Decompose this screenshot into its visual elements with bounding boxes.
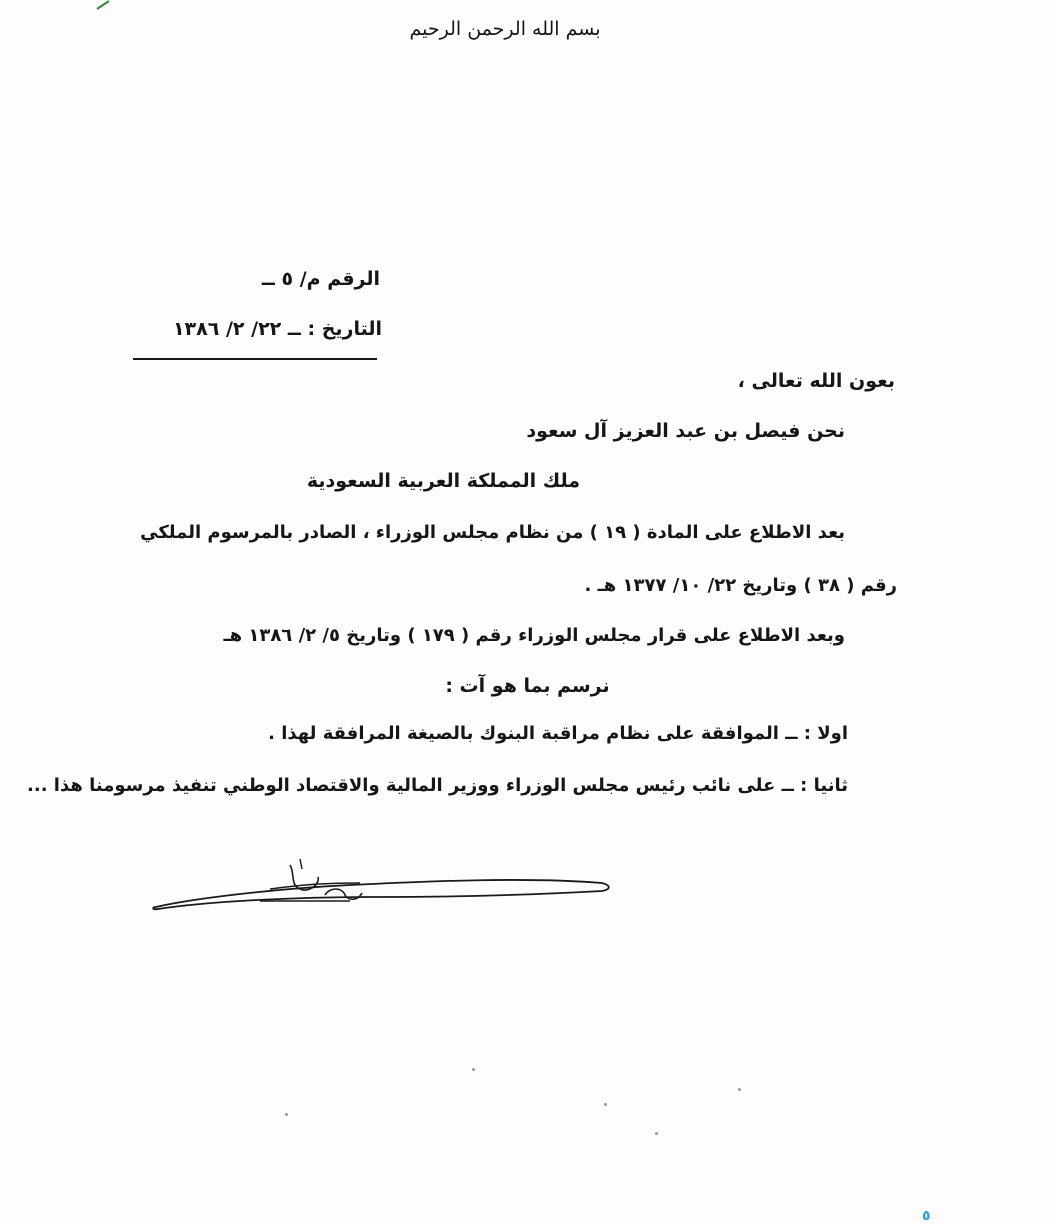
paper-speck	[655, 1132, 658, 1135]
body-line-article-2: ثانيا : ــ على نائب رئيس مجلس الوزراء ووزير المالية والاقتصاد الوطني تنفيذ مرسومنا هذا ...	[27, 775, 848, 796]
body-line-decree-heading: نرسم بما هو آت :	[445, 675, 610, 697]
body-line-preamble-1: بعد الاطلاع على المادة ( ١٩ ) من نظام مجلس الوزراء ، الصادر بالمرسوم الملكي	[140, 522, 845, 543]
basmala-heading: بسم الله الرحمن الرحيم	[409, 18, 601, 40]
body-line-preamble-2: رقم ( ٣٨ ) وتاريخ ٢٢/ ١٠/ ١٣٧٧ هـ .	[584, 575, 897, 596]
body-line-king-title: ملك المملكة العربية السعودية	[306, 470, 580, 492]
corner-mark-icon	[96, 0, 110, 10]
body-line-preamble-3: وبعد الاطلاع على قرار مجلس الوزراء رقم ( ١٧٩ ) وتاريخ ٥/ ٢/ ١٣٨٦ هـ	[223, 625, 845, 646]
paper-speck	[285, 1113, 288, 1116]
paper-speck	[472, 1068, 475, 1071]
handwritten-signature	[150, 855, 620, 925]
paper-speck	[604, 1103, 607, 1106]
body-line-article-1: اولا : ــ الموافقة على نظام مراقبة البنوك بالصيغة المرافقة لهذا .	[268, 723, 848, 744]
reference-underline	[133, 358, 377, 360]
reference-date: التاريخ : ــ ٢٢/ ٢/ ١٣٨٦	[172, 318, 382, 340]
paper-speck	[738, 1088, 741, 1091]
page-number-mark: ٥	[922, 1208, 931, 1224]
body-line-invocation: بعون الله تعالى ،	[737, 370, 895, 392]
body-line-king-name: نحن فيصل بن عبد العزيز آل سعود	[526, 420, 845, 442]
reference-number: الرقم م/ ٥ ــ	[261, 268, 380, 290]
